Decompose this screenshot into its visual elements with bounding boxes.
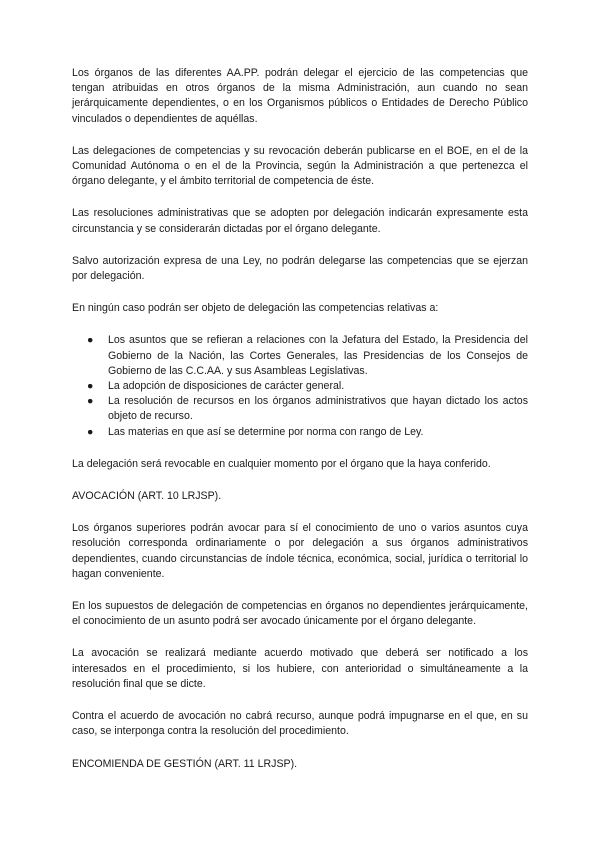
- list-item-text: La adopción de disposiciones de carácter general.: [108, 380, 345, 393]
- section-heading-avocacion: AVOCACIÓN (ART. 10 LRJSP).: [72, 490, 222, 503]
- list-item-text: Los asuntos que se refieran a relaciones con la Jefatura del Estado, la Presidencia del Gobierno de la Nación, las Cortes Generales, las Presidencias de los Consejos de Gobierno de las C.C.AA. y sus Asambleas Legislativas.: [108, 334, 528, 377]
- paragraph-delegation-exclusions-intro: En ningún caso podrán ser objeto de delegación las competencias relativas a:: [72, 302, 439, 315]
- paragraph-avocacion-appeal: Contra el acuerdo de avocación no cabrá recurso, aunque podrá impugnarse en el que, en su caso, se interponga contra la resolución del procedimiento.: [72, 710, 528, 738]
- bullet-icon: ●: [87, 380, 94, 393]
- list-item: [72, 425, 528, 440]
- bullet-icon: ●: [87, 425, 94, 438]
- paragraph-avocacion-superiors: Los órganos superiores podrán avocar para sí el conocimiento de uno o varios asuntos cuya resolución corresponda ordinariamente o por delegación a sus órganos administrativos dependientes, cuando circunstancias de índole técnica, económica, social, jurídica o territorial lo hagan conveniente.: [72, 522, 528, 580]
- list-item-text: Las materias en que así se determine por norma con rango de Ley.: [108, 425, 424, 438]
- list-item: [72, 394, 528, 424]
- bullet-icon: ●: [87, 395, 94, 408]
- section-heading-encomienda: ENCOMIENDA DE GESTIÓN (ART. 11 LRJSP).: [72, 757, 298, 770]
- paragraph-avocacion-non-dependent: En los supuestos de delegación de competencias en órganos no dependientes jerárquicamente, el conocimiento de un asunto podrá ser avocado únicamente por el órgano delegante.: [72, 600, 528, 628]
- document-body: [72, 66, 528, 789]
- paragraph-delegation-restriction: Salvo autorización expresa de una Ley, no podrán delegarse las competencias que se ejerzan por delegación.: [72, 254, 528, 283]
- exclusions-list: [72, 333, 528, 439]
- list-item: [72, 379, 528, 394]
- paragraph-avocacion-agreement: La avocación se realizará mediante acuerdo motivado que deberá ser notificado a los interesados en el procedimiento, si los hubiere, con anterioridad o simultáneamente a la resolución final que se dicte.: [72, 647, 528, 690]
- paragraph-delegation-revocable: La delegación será revocable en cualquier momento por el órgano que la haya conferido.: [72, 457, 491, 470]
- paragraph-delegation-resolutions: Las resoluciones administrativas que se adopten por delegación indicarán expresamente esta circunstancia y se considerarán dictadas por el órgano delegante.: [72, 207, 528, 235]
- bullet-icon: ●: [87, 334, 94, 347]
- list-item-text: La resolución de recursos en los órganos administrativos que hayan dictado los actos objeto de recurso.: [108, 395, 528, 423]
- paragraph-delegation-publication: Las delegaciones de competencias y su revocación deberán publicarse en el BOE, en el de la Comunidad Autónoma o en el de la Provincia, según la Administración a que pertenezca el órgano delegante, y el ámbito territorial de competencia de éste.: [72, 144, 528, 188]
- list-item: [72, 333, 528, 379]
- paragraph-delegation-scope: Los órganos de las diferentes AA.PP. podrán delegar el ejercicio de las competencias que tengan atribuidas en otros órganos de la misma Administración, aun cuando no sean jerárquicamente dependientes, o en los Organismos públicos o Entidades de Derecho Público vinculados o dependientes de aquéllas.: [72, 67, 528, 125]
